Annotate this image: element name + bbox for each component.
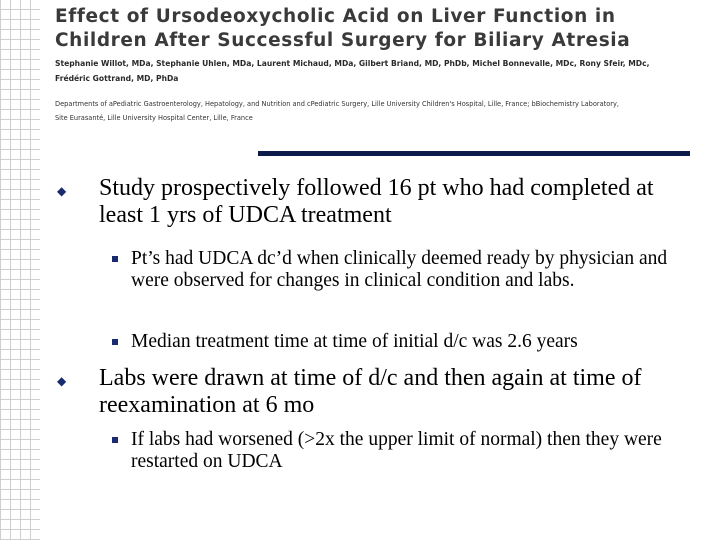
sub-bullet-text: If labs had worsened (>2x the upper limit of normal) then they were restarted on UDCA <box>131 429 662 472</box>
square-bullet-icon <box>112 437 118 443</box>
sub-bullet-text: Median treatment time at time of initial d/c was 2.6 years <box>131 331 578 352</box>
article-authors <box>55 56 715 86</box>
article-title-line: Children After Successful Surgery for Biliary Atresia <box>55 30 631 51</box>
square-bullet-icon <box>112 256 118 262</box>
article-title <box>55 5 715 53</box>
left-grid-stripe <box>0 0 40 540</box>
bullet-text: Labs were drawn at time of d/c and then again at time of reexamination at 6 mo <box>99 365 642 418</box>
affiliation-line: Site Eurasanté, Lille University Hospital Center, Lille, France <box>55 114 253 122</box>
square-bullet-icon <box>112 339 118 345</box>
bullet-text: Study prospectively followed 16 pt who had completed at least 1 yrs of UDCA treatment <box>99 175 654 228</box>
diamond-bullet-icon: ◆ <box>57 184 67 198</box>
authors-line: Stephanie Willot, MDa, Stephanie Uhlen, MDa, Laurent Michaud, MDa, Gilbert Briand, MD, PhDb, Michel Bonnevalle, MDc, Rony Sfeir, MDc, <box>55 59 650 68</box>
article-title-line: Effect of Ursodeoxycholic Acid on Liver Function in <box>55 6 616 27</box>
sub-bullet-text: Pt’s had UDCA dc’d when clinically deemed ready by physician and were observed for changes in clinical condition and labs. <box>131 248 668 291</box>
affiliation-line: Departments of aPediatric Gastroenterology, Hepatology, and Nutrition and cPediatric Surgery, Lille University Children's Hospital, Lille, France; bBiochemistry Laboratory, <box>55 100 619 108</box>
title-divider-rule <box>258 151 690 156</box>
diamond-bullet-icon: ◆ <box>57 374 67 388</box>
article-affiliations <box>55 97 720 125</box>
authors-line: Frédéric Gottrand, MD, PhDa <box>55 74 179 83</box>
